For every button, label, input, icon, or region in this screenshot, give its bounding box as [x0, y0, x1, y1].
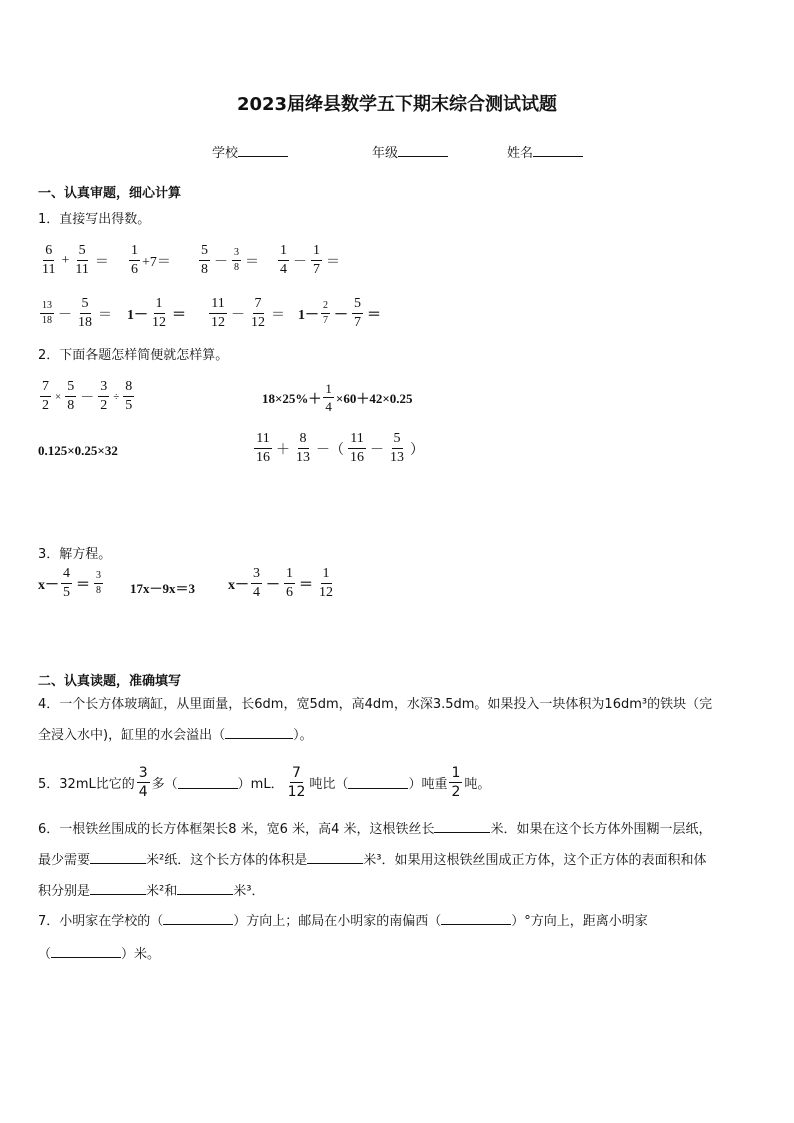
question-2: 2．下面各题怎样简便就怎样算。 — [38, 348, 229, 363]
q2-expr-3: 0.125×0.25×32 — [38, 443, 118, 458]
q3-eq-2: 17x－9x＝3 — [130, 581, 196, 596]
q2-expr-2: 18×25%＋ $\frac{1}{4}$ ×60＋42×0.25 — [262, 381, 413, 414]
q1-expr-3: $\frac{5}{8}$ － $\frac{3}{8}$ ＝ — [201, 243, 259, 277]
q7-blank-1[interactable] — [163, 912, 233, 925]
q1-expr-5: $\frac{13}{18}$ － $\frac{5}{18}$ ＝ — [42, 296, 112, 330]
q2-expr-1: $\frac{7}{2}$ × $\frac{5}{8}$ － $\frac{3}{2}$ ÷ $\frac{8}{5}$ — [42, 379, 133, 413]
school-blank[interactable] — [238, 143, 288, 157]
question-7-line-1: 7．小明家在学校的（ ）方向上；邮局在小明家的南偏西（ ）°方向上，距离小明家 — [38, 914, 648, 929]
q6-blank-4[interactable] — [90, 882, 146, 895]
q1-expr-4: $\frac{1}{4}$ － $\frac{1}{7}$ ＝ — [280, 243, 340, 277]
q1-expr-7: $\frac{11}{12}$ － $\frac{7}{12}$ ＝ — [211, 296, 285, 330]
name-label: 姓名 — [507, 146, 534, 161]
q4-answer-blank[interactable] — [225, 726, 293, 739]
question-7-line-2: （ ）米。 — [38, 947, 161, 962]
q1-expr-6: 1－ $\frac{1}{12}$ ＝ — [127, 296, 186, 330]
question-6-line-2: 最少需要 米²纸．这个长方体的体积是 米³．如果用这根铁丝围成正方体，这个正方体的表面积和体 — [38, 853, 707, 868]
q1-expr-1: $\frac{6}{11}$ + $\frac{5}{11}$ ＝ — [42, 243, 109, 277]
section-2-heading: 二、认真读题，准确填写 — [38, 674, 182, 689]
q5-blank-2[interactable] — [348, 776, 408, 789]
grade-label: 年级 — [372, 146, 399, 161]
name-field[interactable] — [507, 142, 583, 161]
q3-eq-1: x－ $\frac{4}{5}$ ＝ $\frac{3}{8}$ — [38, 566, 101, 600]
q1-expr-8: 1－ $\frac{2}{7}$ － $\frac{5}{7}$ ＝ — [298, 296, 381, 330]
q6-blank-3[interactable] — [307, 851, 363, 864]
q6-blank-5[interactable] — [177, 882, 233, 895]
school-label: 学校 — [212, 146, 239, 161]
section-1-heading: 一、认真审题，细心计算 — [38, 186, 182, 201]
grade-blank[interactable] — [398, 143, 448, 157]
school-field[interactable] — [212, 142, 288, 161]
q7-blank-2[interactable] — [441, 912, 511, 925]
q5-blank-1[interactable] — [178, 776, 238, 789]
question-5: 5．32mL比它的 $\frac{3}{4}$ 多（ ）mL． $\frac{7}{12}$ 吨比（ ）吨重 $\frac{1}{2}$ 吨。 — [38, 765, 491, 800]
q7-blank-3[interactable] — [51, 945, 121, 958]
question-6-line-1: 6．一根铁丝围成的长方体框架长8 米，宽6 米，高4 米，这根铁丝长 米．如果在这个长方体外围糊一层纸， — [38, 822, 712, 837]
q6-blank-2[interactable] — [90, 851, 146, 864]
grade-field[interactable] — [372, 142, 448, 161]
q2-expr-4: $\frac{11}{16}$ ＋ $\frac{8}{13}$ －（ $\frac{11}{16}$ － $\frac{5}{13}$ ） — [256, 431, 424, 465]
question-3: 3．解方程。 — [38, 547, 112, 562]
name-blank[interactable] — [533, 143, 583, 157]
q1-expr-2: $\frac{1}{6}$ +7＝ — [131, 243, 171, 277]
q6-blank-1[interactable] — [434, 820, 490, 833]
question-4-line-1: 4．一个长方体玻璃缸，从里面量，长6dm，宽5dm，高4dm，水深3.5dm。如果投入一块体积为16dm³的铁块（完 — [38, 697, 713, 712]
question-1: 1．直接写出得数。 — [38, 212, 151, 227]
question-4-line-2: 全浸入水中)，缸里的水会溢出（ ）。 — [38, 728, 313, 743]
page-title: 2023届绛县数学五下期末综合测试试题 — [236, 94, 558, 115]
question-6-line-3: 积分别是 米²和 米³． — [38, 884, 265, 899]
q3-eq-3: x－ $\frac{3}{4}$ － $\frac{1}{6}$ ＝ $\frac{1}{12}$ — [228, 566, 333, 600]
